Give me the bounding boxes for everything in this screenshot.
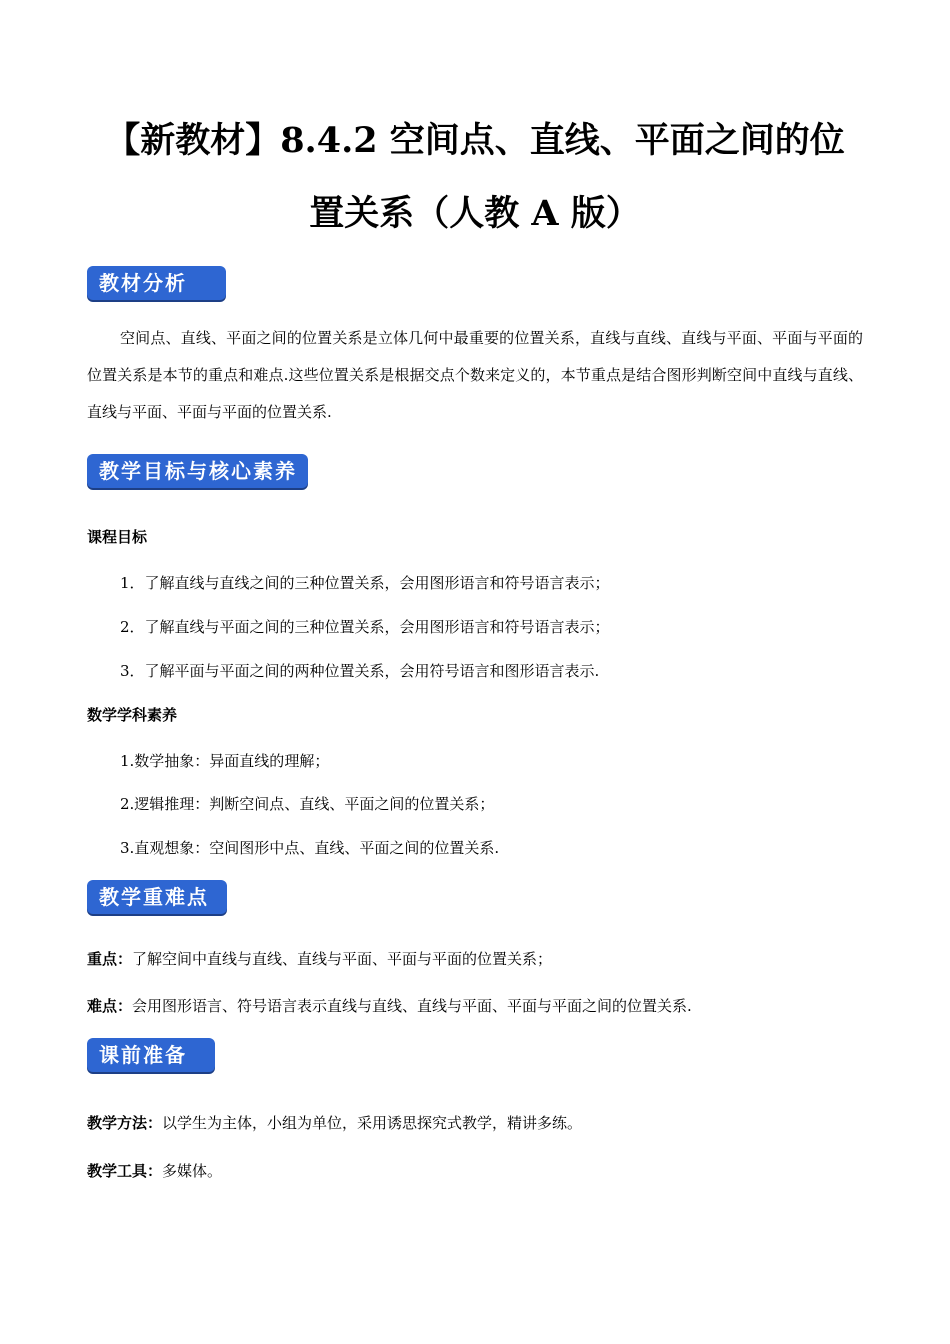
teaching-method-text: 以学生为主体，小组为单位，采用诱思探究式教学，精讲多练。 (162, 1114, 583, 1132)
literacy-heading: 数学学科素养 (87, 706, 178, 724)
analysis-paragraph: 空间点、直线、平面之间的位置关系是立体几何中最重要的位置关系，直线与直线、直线与平面、平面与平面的位置关系是本节的重点和难点.这些位置关系是根据交点个数来定义的，本节重点是结合图形判断空间中直线与直线、直线与平面、平面与平面的位置关系. (87, 329, 863, 421)
key-point-label: 重点： (87, 950, 133, 968)
section-badge-analysis: 教材分析 (87, 266, 226, 300)
course-goal-item-3: 3．了解平面与平面之间的两种位置关系，会用符号语言和图形语言表示. (120, 662, 600, 680)
section-badge-key-points: 教学重难点 (87, 880, 227, 914)
teaching-method-line (87, 1112, 582, 1134)
literacy-item-3: 3.直观想象：空间图形中点、直线、平面之间的位置关系. (120, 839, 500, 857)
key-point-line (87, 948, 552, 970)
key-point-text: 了解空间中直线与直线、直线与平面、平面与平面的位置关系； (132, 950, 553, 968)
document-title-line-1: 【新教材】8.4.2 空间点、直线、平面之间的位 (105, 120, 845, 161)
course-goals-heading: 课程目标 (87, 528, 148, 546)
teaching-tools-line (87, 1160, 222, 1182)
section-badge-preparation: 课前准备 (87, 1038, 215, 1072)
literacy-item-2: 2.逻辑推理：判断空间点、直线、平面之间的位置关系； (120, 795, 495, 813)
teaching-tools-label: 教学工具： (87, 1162, 163, 1180)
difficulty-text: 会用图形语言、符号语言表示直线与直线、直线与平面、平面与平面之间的位置关系. (132, 997, 692, 1015)
difficulty-line (87, 995, 692, 1017)
difficulty-label: 难点： (87, 997, 133, 1015)
section-badge-goals: 教学目标与核心素养 (87, 454, 308, 488)
literacy-item-1: 1.数学抽象：异面直线的理解； (120, 752, 330, 770)
course-goal-item-2: 2．了解直线与平面之间的三种位置关系，会用图形语言和符号语言表示； (120, 618, 610, 636)
course-goal-item-1: 1．了解直线与直线之间的三种位置关系，会用图形语言和符号语言表示； (120, 574, 610, 592)
teaching-tools-text: 多媒体。 (162, 1162, 223, 1180)
teaching-method-label: 教学方法： (87, 1114, 163, 1132)
document-title-line-2: 置关系（人教 A 版） (309, 193, 641, 234)
